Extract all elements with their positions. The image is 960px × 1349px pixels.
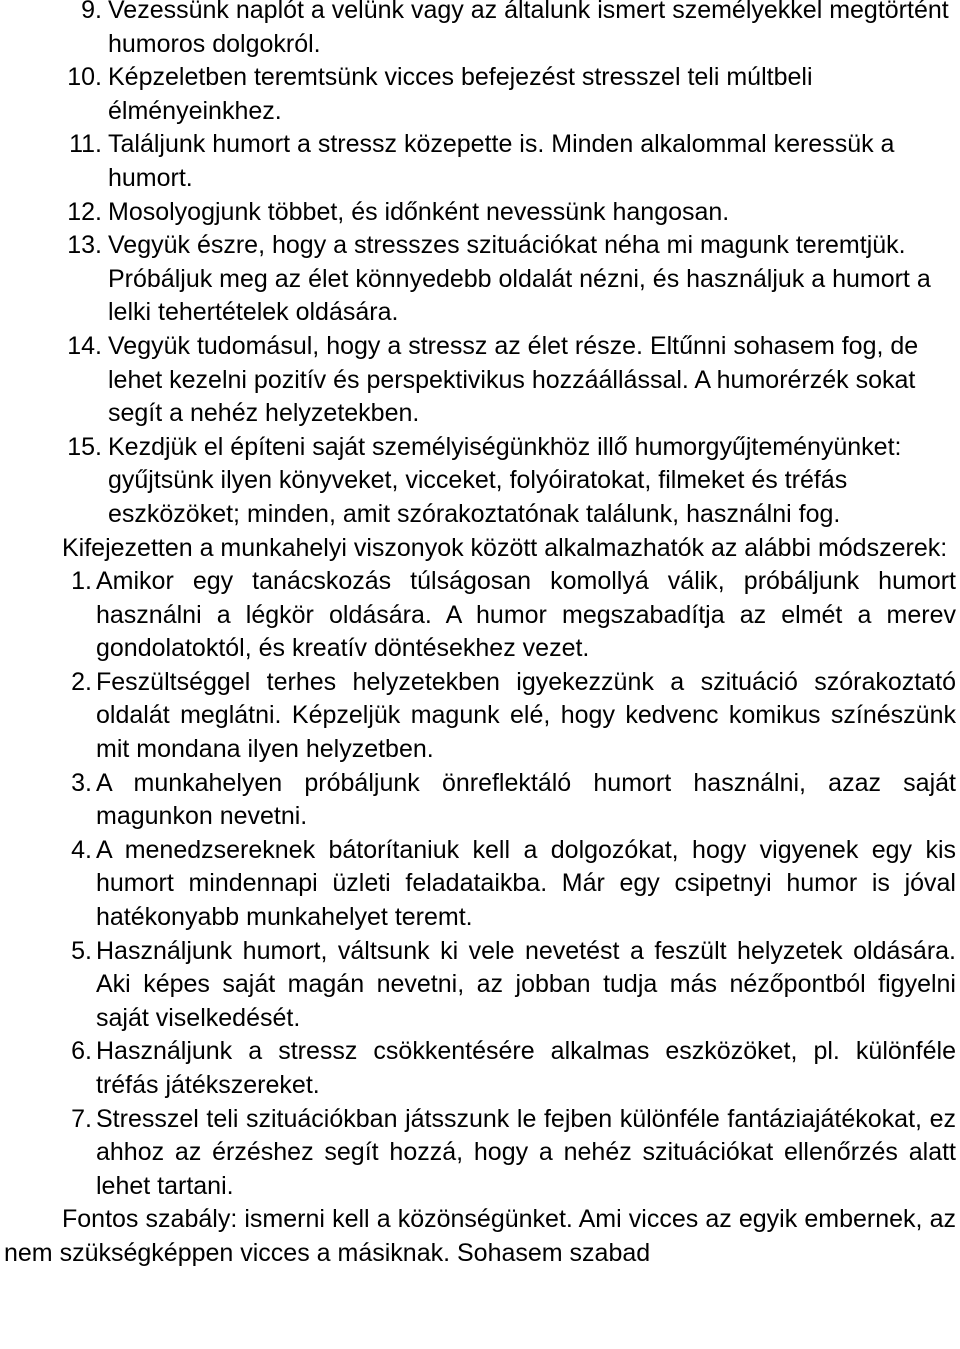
list-item-text: Képzeletben teremtsünk vicces befejezést stresszel teli múltbeli élményeinkhez. [108, 63, 813, 125]
closing-paragraph: Fontos szabály: ismerni kell a közönségünket. Ami vicces az egyik embernek, az nem szükségképpen vicces a másiknak. Sohasem szabad [4, 1205, 956, 1267]
list-item-number: 9. [81, 0, 102, 24]
list-item-number: 4. [71, 835, 92, 864]
list-item [4, 767, 956, 834]
intro-paragraph: Kifejezetten a munkahelyi viszonyok között alkalmazhatók az alábbi módszerek: [62, 533, 948, 562]
list-item-number: 11. [69, 130, 102, 159]
list-item [4, 935, 956, 1036]
list-item-text: Vegyük tudomásul, hogy a stressz az élet része. Eltűnni sohasem fog, de lehet kezelni pozitív és perspektivikus hozzáállással. A humorérzék sokat segít a nehéz helyzetekben. [108, 331, 919, 428]
list-item-text: Mosolyogjunk többet, és időnként nevessünk hangosan. [108, 197, 730, 226]
list-item-text: Feszültséggel terhes helyzetekben igyekezzünk a szituáció szórakoztató oldalát meglátni. Képzeljük magunk elé, hogy kedvenc komikus színészünk mit mondana ilyen helyzetben. [96, 667, 956, 764]
list-item-text: Amikor egy tanácskozás túlságosan komollyá válik, próbáljunk humort használni a légkör oldására. A humor megszabadítja az elmét a merev gondolatoktól, és kreatív döntésekhez vezet. [96, 567, 956, 663]
list-item [4, 1103, 956, 1204]
list-item-number: 6. [71, 1037, 92, 1066]
list-item [4, 834, 956, 935]
list-item-number: 10. [67, 63, 102, 92]
list-item-text: Kezdjük el építeni saját személyiségünkhöz illő humorgyűjteményünket: gyűjtsünk ilyen könyveket, vicceket, folyóiratokat, filmeket és tréfás eszközöket; minden, amit szórakoztatónak találunk, használni fog. [108, 432, 902, 528]
list-item-number: 7. [71, 1104, 92, 1133]
numbered-list-workplace-methods [4, 565, 956, 1203]
list-item-number: 13. [67, 231, 102, 260]
list-item-text: A menedzsereknek bátorítaniuk kell a dolgozókat, hogy vigyenek egy kis humort mindennapi üzleti feladataikba. Már egy csipetnyi humor is jóval hatékonyabb munkahelyet teremt. [96, 835, 956, 932]
list-item-text: Használjunk a stressz csökkentésére alkalmas eszközöket, pl. különféle tréfás játékszereket. [96, 1037, 956, 1099]
list-item-number: 1. [71, 567, 92, 596]
list-item [4, 229, 956, 330]
list-item-number: 12. [67, 197, 102, 226]
list-item-text: Használjunk humort, váltsunk ki vele nevetést a feszült helyzetek oldására. Aki képes saját magán nevetni, az jobban tudja más nézőpontból figyelni saját viselkedését. [96, 936, 956, 1032]
list-item [4, 1035, 956, 1102]
list-item [4, 330, 956, 431]
list-item [4, 666, 956, 767]
list-item-text: Vegyük észre, hogy a stresszes szituációkat néha mi magunk teremtjük. Próbáljuk meg az élet könnyedebb oldalát nézni, és használjuk a humort a lelki tehertételek oldására. [108, 231, 931, 327]
list-item-text: Stresszel teli szituációkban játsszunk le fejben különféle fantáziajátékokat, ez ahhoz az érzéshez segít hozzá, hogy a nehéz szituációkat ellenőrzés alatt lehet tartani. [96, 1104, 956, 1200]
list-item [4, 196, 956, 230]
list-item-text: Találjunk humort a stressz közepette is. Minden alkalommal keressük a humort. [108, 130, 895, 192]
list-item-number: 2. [71, 667, 92, 696]
list-item-number: 14. [67, 331, 102, 360]
list-item-number: 3. [71, 768, 92, 797]
list-item [4, 128, 956, 195]
list-item-text: Vezessünk naplót a velünk vagy az általunk ismert személyekkel megtörtént humoros dolgokról. [108, 0, 949, 58]
list-item [4, 431, 956, 532]
numbered-list-tips [4, 0, 956, 532]
list-item-number: 15. [67, 432, 102, 461]
list-item [4, 61, 956, 128]
list-item-text: A munkahelyen próbáljunk önreflektáló humort használni, azaz saját magunkon nevetni. [96, 768, 956, 831]
list-item [4, 0, 956, 61]
list-item-number: 5. [71, 936, 92, 965]
list-item [4, 565, 956, 666]
